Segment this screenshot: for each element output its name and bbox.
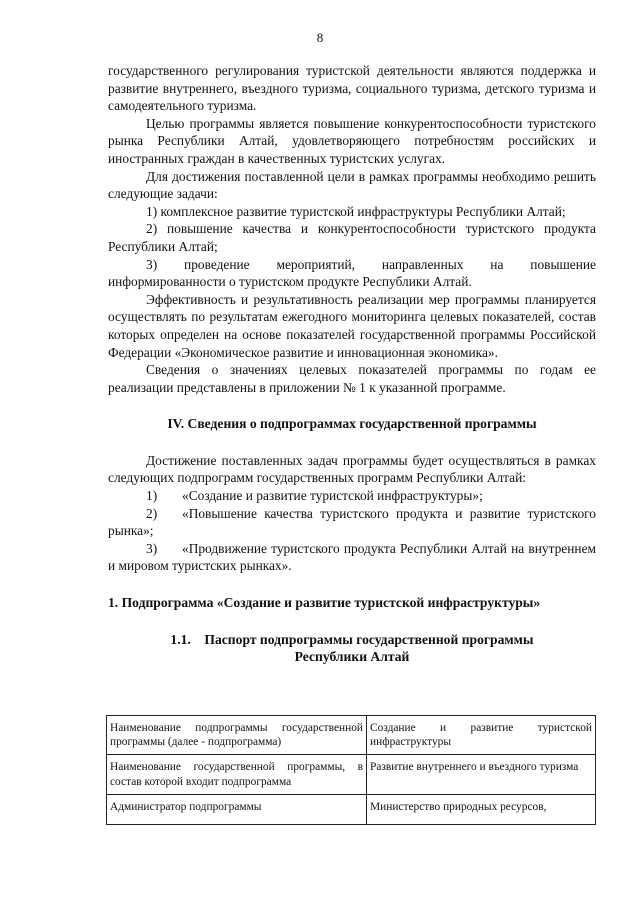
task-item-2: 2) повышение качества и конкурентоспособности туристского продукта Республики Алтай; [108,221,596,254]
paragraph-continuation: государственного регулирования туристской деятельности являются поддержка и развитие внутреннего, въездного туризма, социального туризма, детского туризма и самодеятельного туризма. [108,63,596,114]
list-text: «Продвижение туристского продукта Республики Алтай на внутреннем и мировом туристских рынках». [108,540,596,574]
table-cell-value: Создание и развитие туристской инфраструктуры [367,716,596,755]
passport-table [106,715,596,825]
subprogram-list-item-2 [108,505,596,540]
subprogram-list-item-3 [108,540,596,575]
page-number: 8 [316,30,324,45]
task-item-1: 1) комплексное развитие туристской инфраструктуры Республики Алтай; [146,203,566,219]
table-cell-label: Наименование государственной программы, в состав которой входит подпрограмма [107,755,367,794]
section-4-heading: IV. Сведения о подпрограммах государственной программы [167,416,537,432]
document-body [108,62,596,666]
passport-heading-line-2: Республики Алтай [294,649,410,665]
table-cell-label: Наименование подпрограммы государственной программы (далее - подпрограмма) [107,716,367,755]
section-4-intro: Достижение поставленных задач программы будет осуществляться в рамках следующих подпрограмм государственных программ Республики Алтай: [108,452,596,486]
paragraph-tasks-intro: Для достижения поставленной цели в рамках программы необходимо решить следующие задачи: [108,168,596,202]
paragraph-goal: Целью программы является повышение конкурентоспособности туристского рынка Республики Алтай, удовлетворяющего потребностям российских и иностранных граждан в качественных туристских услугах. [108,115,596,166]
table-row [107,794,596,824]
table-row [107,716,596,755]
table-cell-value: Министерство природных ресурсов, [367,794,596,824]
passport-heading-line-1: 1.1. Паспорт подпрограммы государственной программы [170,631,534,647]
list-number: 1) [146,488,158,504]
table-row [107,755,596,794]
list-text: «Повышение качества туристского продукта и развитие туристского рынка»; [108,505,596,539]
table-cell-label: Администратор подпрограммы [107,794,367,824]
task-item-3: 3) проведение мероприятий, направленных на повышение информированности о туристском продукте Республики Алтай. [108,256,596,290]
list-number: 3) [146,540,158,556]
list-number: 2) [146,505,158,521]
paragraph-efficiency: Эффективность и результативность реализации мер программы планируется осуществлять по результатам ежегодного мониторинга целевых показателей, состав которых определен на основе показателей государственной программы Российской Федерации «Экономическое развитие и инновационная экономика». [108,291,596,360]
paragraph-indicators: Сведения о значениях целевых показателей программы по годам ее реализации представлены в приложении № 1 к указанной программе. [108,362,596,395]
subprogram-1-heading: 1. Подпрограмма «Создание и развитие туристской инфраструктуры» [108,595,541,611]
subprogram-list-item-1 [108,487,596,505]
table-cell-value: Развитие внутреннего и въездного туризма [367,755,596,794]
list-text: «Создание и развитие туристской инфраструктуры»; [182,488,483,504]
